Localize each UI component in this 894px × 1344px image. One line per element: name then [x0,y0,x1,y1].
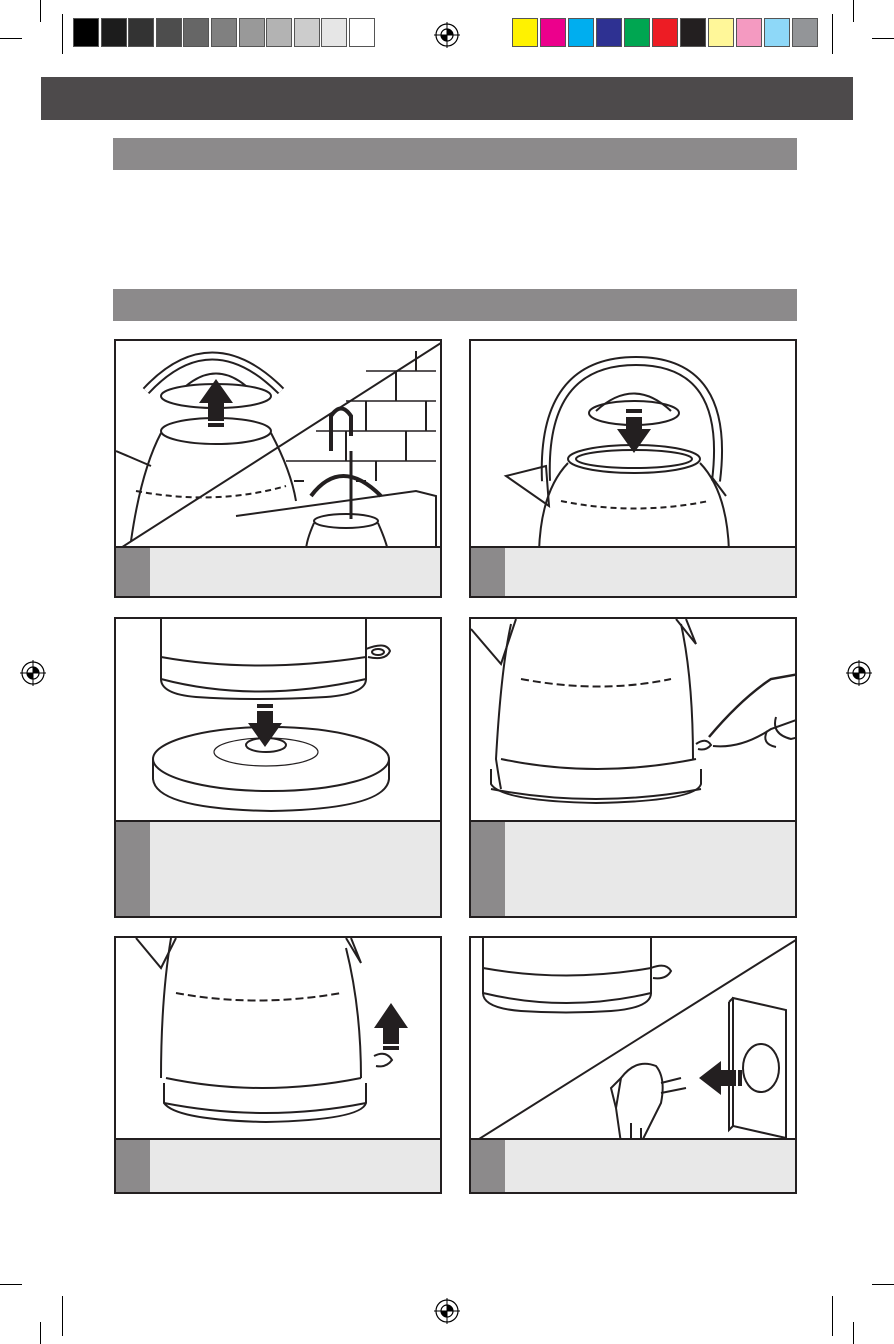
color-swatch [568,18,594,47]
close-lid-illustration [471,341,797,551]
step-caption [471,546,795,596]
gray-swatch [321,18,347,47]
color-swatch [624,18,650,47]
registration-mark-icon [434,22,460,48]
gray-swatch [266,18,292,47]
gray-swatch [211,18,237,47]
section-header-bar [113,289,797,321]
color-swatch [680,18,706,47]
gray-swatch [101,18,127,47]
step-panel [114,617,442,918]
step-panel [469,936,797,1194]
step-caption [116,820,440,916]
registration-mark-icon [20,660,46,686]
color-swatch [540,18,566,47]
step-number-box [116,822,150,916]
step-number-box [471,548,505,596]
step-caption [116,1138,440,1192]
gray-swatch [349,18,375,47]
step-number-box [471,1140,505,1192]
step-number-box [471,822,505,916]
step-caption [471,820,795,916]
press-switch-illustration [471,619,797,825]
gray-swatch [128,18,154,47]
step-panel [469,339,797,598]
section-header-bar [113,138,797,170]
color-swatch [596,18,622,47]
color-swatch [512,18,538,47]
gray-swatch [73,18,99,47]
lift-switch-illustration [116,938,442,1144]
gray-swatch [239,18,265,47]
gray-swatch [156,18,182,47]
step-caption [116,546,440,596]
color-swatch [764,18,790,47]
unplug-illustration [471,938,797,1144]
registration-mark-icon [846,660,872,686]
step-caption [471,1138,795,1192]
step-panel [114,936,442,1194]
page-header-bar [41,77,853,120]
fill-kettle-illustration [116,341,442,551]
step-number-box [116,1140,150,1192]
registration-mark-icon [434,1298,460,1324]
place-on-base-illustration [116,619,442,825]
gray-swatch [183,18,209,47]
gray-swatch [294,18,320,47]
color-swatch [792,18,818,47]
step-number-box [116,548,150,596]
color-swatch [736,18,762,47]
step-panel [114,339,442,598]
step-panel [469,617,797,918]
color-swatch [652,18,678,47]
color-swatch [708,18,734,47]
